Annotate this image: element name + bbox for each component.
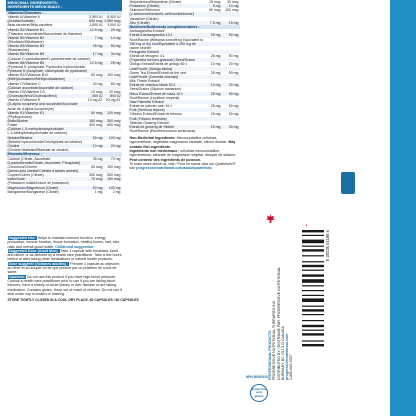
- barcode: [300, 226, 326, 404]
- barcode-bar: [302, 333, 324, 335]
- ingredients-table: [6, 0, 122, 194]
- ingredient-name: Saw Palmetto Extract/: [129, 99, 164, 104]
- amount-per-2: 120 mcg: [107, 110, 121, 115]
- amount-per-1: 25 mg: [210, 33, 221, 38]
- ingredient-name: Ginkgo Extract/Extrait de ginkgo 50:1: [129, 62, 188, 67]
- barcode-bar: [302, 255, 324, 256]
- ingredient-name: Vitamin B3/Vitamine B3: [7, 44, 45, 49]
- ingredient-name: (Amino acid chelate/Chélate d'acides aminés): [7, 169, 79, 173]
- ingredient-name: Pyridoxal 5'-phosphate, chlorhydrate de pyridoxine): [7, 69, 88, 74]
- minerals-heading: Minerals/Minéraux :: [6, 152, 122, 156]
- amount-per-2: 50 mg: [228, 104, 239, 109]
- amount-per-1: [203, 129, 221, 133]
- ingredient-name: Vanadium (Citrate): [129, 16, 159, 21]
- ingredient-name: (Pyridoxal 5'-phosphate, Pyridoxine hydrochloride/: [7, 64, 86, 69]
- suggested-use-block: [6, 236, 124, 249]
- amount-per-1: 15 mcg: [209, 0, 221, 4]
- ingredient-name: Root/Racine (Lepidium meyenii): [129, 95, 180, 100]
- caution-label: Cautions:: [8, 274, 26, 279]
- non-medicinal-block: [128, 136, 240, 149]
- dose-fr-block: [6, 262, 124, 275]
- amount-per-2: 60 mg: [110, 81, 121, 86]
- ingredient-name: Vitamin E/Vitamine E: [7, 98, 41, 103]
- ingredient-name: Siberian Ginseng Extract/: [129, 120, 170, 125]
- amount-per-2: 500 mcg: [107, 173, 121, 178]
- amount-per-2: 3,000 IU: [107, 23, 121, 28]
- amount-per-2: 10 mg: [228, 4, 239, 9]
- vitamins-list: [6, 15, 122, 152]
- amount-per-2: 5,000 IU: [107, 15, 121, 20]
- non-medicinal-text: Microcrystalline cellulose, hypromellose, vegetable magnesium stearate, silicon dioxide.: [129, 136, 228, 145]
- nutrients-list: [128, 29, 240, 133]
- non-medicinal-fr-heading: Ingrédients non médicinaux :: [129, 149, 180, 154]
- ingredient-name: (Potassium iodide/Iodure de potassium): [7, 181, 70, 186]
- amount-per-1: [85, 148, 103, 152]
- amount-per-2: 20 mg: [228, 83, 239, 88]
- dose-fr-label: Dose suggérée (hommes adultes) :: [8, 261, 69, 266]
- ingredient-name: Root/Racine (Withania somnifera) Equivalent to: [129, 37, 204, 42]
- ingredient-name: Vitamin B6/Vitamine B6: [7, 60, 45, 65]
- distributor-city: BURNABY, BC V5J 5J3 CANADA: [280, 326, 285, 380]
- ingredient-name: Fruit (Tribulus terrestris): [129, 116, 167, 121]
- ingredient-name: Vitamin B2/Vitamine B2: [7, 35, 45, 40]
- company-name: PROGRESSIVE NUTRITIONAL THERAPIES INC.: [272, 299, 277, 380]
- npn-text: NPN 80060133: [246, 375, 268, 379]
- amount-per-2: 50 mg: [110, 44, 121, 49]
- amount-per-1: 50 mg: [92, 185, 103, 190]
- company-phone: 1-800-665-5357: [289, 354, 294, 380]
- gluten-free-text: gluten free sans gluten: [251, 386, 267, 398]
- amount-per-1: 15 mg: [210, 124, 221, 129]
- ingredient-name: (Choline bitartrate/Bitartrate de choline): [7, 148, 69, 153]
- amount-per-2: 800 IU: [110, 94, 121, 99]
- amount-per-2: 70 mg: [110, 156, 121, 161]
- ingredient-name: Green Tea Extract/Extrait de thé vert: [129, 70, 187, 75]
- ingredient-name: Chromium/Chrome: [7, 164, 38, 169]
- amount-per-1: 25 mg: [210, 54, 221, 59]
- ingredient-name: Milk Thistle Extract/: [129, 79, 160, 84]
- ingredient-name: Leaf/Feuille (Ginkgo biloba): [129, 66, 173, 71]
- non-medicinal-heading: Non-Medicinal Ingredients:: [129, 136, 176, 141]
- barcode-bar: [302, 249, 324, 251]
- ingredient-name: Vitamin K1/Vitamine K1: [7, 110, 45, 115]
- non-medicinal-fr-text: cellulose microcristalline, hypromellose, stéarate de magnésium végétal, dioxyde de silicium.: [129, 149, 237, 158]
- barcode-bar: [302, 344, 324, 346]
- ingredient-name: (Niacinamide): [7, 48, 30, 53]
- amount-per-1: 50 mcg: [209, 8, 221, 13]
- ingredient-name: 250 mg of dry root/Équivalent à 250 mg de: [129, 41, 196, 46]
- directions-text: Take 1 capsule with breakfast, lunch and dinner or as directed by a health care practitioner. Take a few hours before or after taking other medications or natural health products.: [7, 248, 122, 262]
- ingredient-name: Vitamin C/Vitamine C: [7, 81, 41, 86]
- table-header: [6, 0, 122, 11]
- header-fr: INGRÉDIENTS MÉDICINAUX :: [7, 4, 63, 10]
- company-site[interactable]: progressivenutritional.com: [285, 333, 290, 380]
- amount-per-2: 34 mg: [110, 52, 121, 57]
- amount-per-1: 250 mcg: [89, 173, 103, 178]
- ingredient-name: Potassium (Citrate): [129, 4, 160, 9]
- amount-per-1: 10 mg: [92, 143, 103, 148]
- contact-text: To learn more about us, visit / Pour en savoir plus sur Quatrefolic® voir: [129, 161, 236, 171]
- amount-per-2: 2 mg: [112, 189, 121, 194]
- ingredient-name: Fruit (Serenoa repens): [129, 108, 165, 113]
- ingredient-name: L-5-Méthyltétrahydrofolate de calcium): [7, 131, 68, 136]
- ingredient-name: Ashwagandha Extract/: [129, 29, 165, 34]
- ingredient-name: (Thiamine mononitrate/Mononitrate de thiamine): [7, 31, 83, 36]
- usage-section: [6, 236, 139, 303]
- amount-per-2: 300 mcg: [107, 118, 121, 123]
- barcode-bar: [302, 330, 324, 331]
- barcode-bar: [302, 306, 324, 307]
- barcode-bar: [302, 261, 324, 262]
- barcode-bar: [302, 265, 324, 267]
- amount-per-1: 10 mg AT: [87, 98, 103, 103]
- amount-per-2: 50 mg: [228, 70, 239, 75]
- fish-claim: May contain fish ingredients.: [129, 140, 236, 149]
- directions-block: [6, 249, 124, 262]
- table-row: [128, 129, 240, 133]
- barcode-bar: [302, 285, 324, 286]
- amount-per-2: 25 mg: [110, 60, 121, 65]
- ingredient-name: Biotin/Biotine: [7, 118, 28, 123]
- ingredient-name: Extrait de ginseng de Sibérie: [129, 124, 175, 129]
- amount-per-2: 1,080 mcg: [104, 19, 121, 24]
- barcode-number: 6 28235 01188 6: [325, 230, 330, 262]
- tamper-sticker: [341, 172, 355, 194]
- amount-per-1: 5 mg: [212, 4, 221, 9]
- barcode-bar: [302, 325, 324, 327]
- amount-per-1: 540 mcg: [89, 19, 103, 24]
- ingredient-name: Seed/Graine (Silybum marianum): [129, 87, 182, 92]
- ingredient-name: Maca Extract/Extrait de maca 10:1: [129, 91, 183, 96]
- barcode-bar: [302, 235, 324, 236]
- ingredient-name: (L-selenomethionine/L-sélénométhionine): [129, 12, 194, 17]
- ingredient-name: (Acetate/Acétate): [7, 19, 35, 24]
- amount-per-1: 25 mg: [92, 44, 103, 49]
- amount-per-2: 20 mcg: [109, 89, 121, 94]
- barcode-bar: [302, 270, 324, 271]
- ingredient-name: acide de d-alpha-tocophéryle): [7, 106, 54, 111]
- amount-per-2: 14 mg: [110, 35, 121, 40]
- amount-per-2: 25 mg: [110, 27, 121, 32]
- ingredient-name: Vitamin B5/Vitamine B5: [7, 52, 45, 57]
- amount-per-1: 12.5 mg: [89, 27, 103, 32]
- amount-per-2: 50 mg: [228, 33, 239, 38]
- ingredient-name: Betaine/Bétaïne: [7, 135, 33, 140]
- amount-per-1: 150 mcg: [89, 118, 103, 123]
- caution-block: [6, 275, 124, 296]
- ingredient-name: Root/Racine (Eleutherococcus senticosus): [129, 128, 196, 133]
- brand-line: PROFESSIONAL PRODUCTS: [268, 330, 272, 380]
- ingredient-name: Extrait d'ashwagandha 10:1: [129, 33, 173, 38]
- amount-per-1: 25 mg: [210, 70, 221, 75]
- amount-per-1: 50 mcg: [91, 73, 103, 78]
- amount-per-2: 20 mg: [228, 62, 239, 67]
- ingredient-name: Beta-carotene/Bêta-carotène: [7, 23, 53, 28]
- amount-per-2: 100 mcg: [225, 8, 239, 13]
- header-en: MEDICINAL INGREDIENTS:: [7, 0, 59, 5]
- ingredient-name: Molybdenum/Molybdène (Citrate): [129, 0, 182, 4]
- ingredient-name: (Phylloquinone): [7, 114, 32, 119]
- amount-per-1: 35 mg: [92, 156, 103, 161]
- amount-per-1: 12.5 mg: [89, 60, 103, 65]
- ingredient-name: Iodine/Iode: [7, 177, 25, 182]
- dose-fr-text: Prendre 1 capsule au déjeuner, au dîner et au souper ou tel que prescrit par un praticien de soins de santé.: [7, 261, 121, 275]
- amount-per-1: 25 mg: [210, 104, 221, 109]
- amount-per-1: 25 mg: [210, 91, 221, 96]
- amount-per-1: 7.5 mg: [209, 20, 221, 25]
- minerals-continued-list: [128, 0, 240, 25]
- barcode-bar: [302, 340, 324, 341]
- amount-per-1: 50 mcg: [91, 164, 103, 169]
- amount-per-2: 150 mcg: [107, 177, 121, 182]
- ingredient-name: Manganese/Manganèse (Citrate): [7, 189, 59, 194]
- fish-claim-fr: Peut contenir des ingrédients de poisson.: [129, 157, 201, 162]
- amount-per-1: 7 mg: [94, 35, 103, 40]
- ingredient-name: (Calcium L-5-methyltetrahydrofolate/: [7, 127, 65, 132]
- barcode-bar: [302, 295, 324, 296]
- barcode-bar: [302, 320, 324, 321]
- ingredient-name: Extrait de fenugrec 4:1: [129, 54, 165, 59]
- suggested-use-text: Helps to maintain immune function, energy production, muscle function, tissue formation, healthy bones, hair, skin, nails and overall good health.: [7, 236, 121, 249]
- distributor-block: [268, 267, 294, 380]
- ingredient-name: Tribulus Extract/Extrait de tribulus: [129, 112, 182, 117]
- ingredient-name: racine séchée: [129, 45, 152, 50]
- ingredient-name: (Calcium ascorbate/Ascorbate de calcium): [7, 85, 74, 90]
- amount-per-1: 300 mcg: [89, 123, 103, 128]
- ingredient-name: Selenium/Sélénium: [129, 8, 160, 13]
- maple-leaf-icon: [266, 214, 275, 223]
- amount-per-1: 400 IU: [92, 94, 103, 99]
- amount-per-1: 25 mg: [210, 112, 221, 117]
- barcode-bar: [302, 309, 324, 311]
- amount-per-2: 100 mcg: [107, 73, 121, 78]
- amount-per-2: 20 mg: [110, 143, 121, 148]
- amount-per-2: 600 mcg: [107, 123, 121, 128]
- amount-per-1: 30 mg: [92, 81, 103, 86]
- childhood-label: Childhood suggestion:: [55, 244, 95, 249]
- amount-per-2: 100 mcg: [107, 164, 121, 169]
- barcode-bar: [302, 240, 324, 244]
- distributor-address: DISTRIBUTED BY / DISTRIBUÉ PAR: PROGRESSIVE NUTRITIONAL: [276, 266, 281, 380]
- minerals-list: [6, 157, 122, 194]
- ingredient-name: (Cholecalciferol/Cholécalciférol): [7, 94, 57, 99]
- table-row: [6, 190, 122, 194]
- ingredient-name: Leaf/Feuille (Camellia sinensis): [129, 74, 179, 79]
- amount-per-2: 30 mcg: [227, 0, 239, 4]
- ingredient-name: Vitamin B1/Vitamine B1: [7, 27, 45, 32]
- contact-url[interactable]: progressivenutritional.com/aboutquatrefolic: [136, 166, 212, 171]
- ingredient-name: Vitamin D3/Vitamine D3: [7, 89, 45, 94]
- barcode-bar: [302, 274, 324, 276]
- amount-per-2: 50 mg: [228, 91, 239, 96]
- amount-per-2: 20 mg AT: [105, 98, 121, 103]
- amount-per-2: 100 mg: [108, 135, 121, 140]
- ingredient-name: Extrait de palmier nain 10:1: [129, 104, 173, 109]
- amount-per-2: [103, 148, 121, 152]
- amount-per-1: 10 mcg: [91, 89, 103, 94]
- amount-per-1: 75 mcg: [91, 177, 103, 182]
- contact-block: [128, 162, 240, 171]
- gluten-free-badge: [250, 384, 268, 402]
- warning-tail: Contains gluten. Keep out of reach of children. Do not use if seal under cap is broken or missing.: [7, 287, 122, 296]
- ingredient-name: Vitamin A/Vitamine A: [7, 15, 40, 20]
- ingredient-name: Magnesium/Magnésium (Citrate): [7, 185, 59, 190]
- ingredient-name: (Calcium D-pantothenate/D-pantothénate de calcium): [7, 56, 91, 61]
- ingredient-name: Vitamin B12/Vitamine B12: [7, 73, 49, 78]
- ingredient-name: Extrait de chardon-Marie 50:1: [129, 83, 176, 88]
- barcode-bar: [302, 298, 324, 302]
- ingredient-name: Folate: [7, 123, 18, 128]
- nutrients-heading: Nutrients/Nutriments complémentaires :: [128, 25, 240, 29]
- barcode-bar: [302, 230, 324, 232]
- brand-band: [390, 0, 416, 416]
- ingredient-name: Choline: [7, 143, 20, 148]
- non-medicinal-fr-block: [128, 149, 240, 162]
- amount-per-2: 30 mg: [228, 124, 239, 129]
- caution-text: Do not use this product if you have high blood pressure. Consult a health care practitioner prior to use if you are taking blood thinners, have a history of acute kidney or liver disease or are taking medication.: [7, 274, 116, 292]
- ingredient-name: (Riboflavin/Riboflavine): [7, 40, 44, 45]
- ingredient-name: Calcium (Citrate, Ascorbate,: [7, 156, 52, 161]
- amount-per-2: [221, 129, 239, 133]
- ingredient-name: (Trigonella foenum-graecum) Seed/Graine: [129, 58, 196, 63]
- storage-text: STORE TIGHTLY CLOSED IN A COOL DRY PLACE. 60 CAPSULES / 60 CAPSULES: [7, 298, 139, 303]
- ingredient-name: (Methylcobalamin/Méthylcobalamine): [7, 77, 66, 82]
- ingredients-continued: [128, 0, 240, 171]
- suggested-use-label: Suggested Use:: [8, 236, 36, 240]
- amount-per-1: 1,500 IU: [89, 23, 103, 28]
- amount-per-2: 50 mg: [228, 112, 239, 117]
- ingredient-name: (Betaine hydrochloride/Chlorhydrate de bétaïne): [7, 139, 83, 144]
- barcode-bar: [302, 279, 324, 283]
- barcode-bar: [302, 246, 324, 247]
- amount-per-1: 2,500 IU: [89, 15, 103, 20]
- amount-per-2: 100 mg: [108, 185, 121, 190]
- amount-per-2: 50 mg: [228, 54, 239, 59]
- ingredient-name: Copper/Cuivre (Citrate): [7, 173, 44, 178]
- amount-per-1: 10 mg: [210, 62, 221, 67]
- ingredient-name: (D-alpha tocopheryl acid succinate/Succinate: [7, 102, 78, 107]
- directions-label: Suggested Dose (Adult Men):: [8, 248, 59, 253]
- amount-per-1: 10 mg: [210, 83, 221, 88]
- ingredient-name: D-pantothenate/Citrate, Ascorbate, Phosphate): [7, 160, 81, 165]
- amount-per-1: 50 mg: [92, 135, 103, 140]
- barcode-bar: [302, 290, 324, 291]
- amount-per-2: 15 mg: [228, 20, 239, 25]
- barcode-bar: [302, 314, 324, 315]
- amount-per-1: 1 mg: [94, 189, 103, 194]
- ingredient-name: Zinc (Citrate): [129, 20, 150, 25]
- amount-per-1: 17 mg: [92, 52, 103, 57]
- vitamins-heading: Vitamins/Vitamines :: [6, 11, 122, 15]
- amount-per-1: 60 mcg: [91, 110, 103, 115]
- ingredient-name: Fenugreek Extract/: [129, 50, 160, 55]
